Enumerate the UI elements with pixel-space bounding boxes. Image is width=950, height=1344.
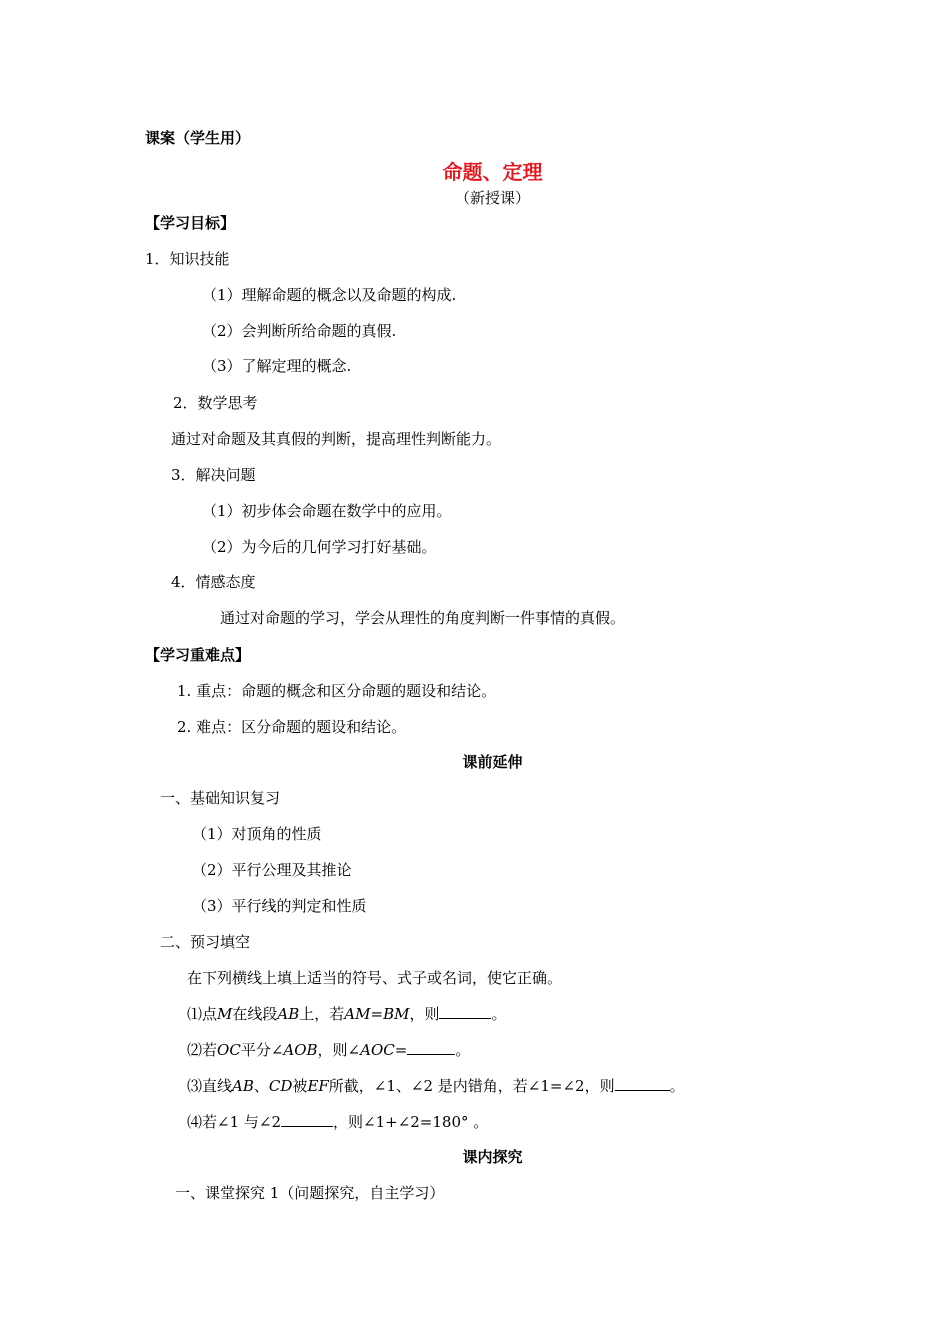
objective-3-label: 3．解决问题 bbox=[171, 466, 256, 484]
objective-4-text: 通过对命题的学习，学会从理性的角度判断一件事情的真假。 bbox=[220, 609, 626, 627]
objective-2-label: 2．数学思考 bbox=[173, 394, 258, 412]
page-title: 命题、定理 bbox=[442, 160, 543, 184]
header-label: 课案（学生用） bbox=[145, 129, 251, 147]
objective-1-item: （3）了解定理的概念. bbox=[202, 357, 352, 375]
answer-blank[interactable] bbox=[281, 1112, 333, 1127]
review-label: 一、基础知识复习 bbox=[160, 789, 281, 807]
fill-question-3: ⑶直线AB、CD被EF所截，∠1、∠2 是内错角，若∠1=∠2，则 。 bbox=[187, 1077, 685, 1095]
fill-question-1: ⑴点M在线段AB上，若AM=BM，则 。 bbox=[187, 1005, 507, 1023]
page-subtitle: （新授课） bbox=[454, 189, 530, 207]
fill-question-2: ⑵若OC平分∠AOB，则∠AOC= 。 bbox=[187, 1041, 471, 1059]
answer-blank[interactable] bbox=[615, 1076, 670, 1091]
objective-1-item: （2）会判断所给命题的真假. bbox=[202, 322, 397, 340]
review-item: （2）平行公理及其推论 bbox=[192, 861, 352, 879]
review-item: （3）平行线的判定和性质 bbox=[192, 897, 367, 915]
objective-1-item: （1）理解命题的概念以及命题的构成. bbox=[202, 286, 457, 304]
keypoint-item: 2. 难点：区分命题的题设和结论。 bbox=[177, 718, 407, 736]
keypoints-heading: 【学习重难点】 bbox=[145, 646, 251, 664]
review-item: （1）对顶角的性质 bbox=[192, 825, 322, 843]
objective-4-label: 4．情感态度 bbox=[171, 573, 256, 591]
fill-label: 二、预习填空 bbox=[160, 933, 251, 951]
keypoint-item: 1. 重点：命题的概念和区分命题的题设和结论。 bbox=[177, 682, 497, 700]
inclass-heading: 课内探究 bbox=[462, 1148, 523, 1166]
objectives-heading: 【学习目标】 bbox=[145, 214, 236, 232]
answer-blank[interactable] bbox=[439, 1004, 491, 1019]
inclass-item: 一、课堂探究 1（问题探究，自主学习） bbox=[175, 1184, 445, 1202]
answer-blank[interactable] bbox=[407, 1040, 455, 1055]
fill-intro: 在下列横线上填上适当的符号、式子或名词，使它正确。 bbox=[187, 969, 563, 987]
objective-2-text: 通过对命题及其真假的判断，提高理性判断能力。 bbox=[171, 430, 502, 448]
objective-3-item: （1）初步体会命题在数学中的应用。 bbox=[202, 502, 452, 520]
preclass-heading: 课前延伸 bbox=[462, 753, 523, 771]
objective-1-label: 1．知识技能 bbox=[145, 250, 230, 268]
fill-question-4: ⑷若∠1 与∠2 ，则∠1+∠2=180° 。 bbox=[187, 1113, 489, 1131]
objective-3-item: （2）为今后的几何学习打好基础。 bbox=[202, 538, 437, 556]
